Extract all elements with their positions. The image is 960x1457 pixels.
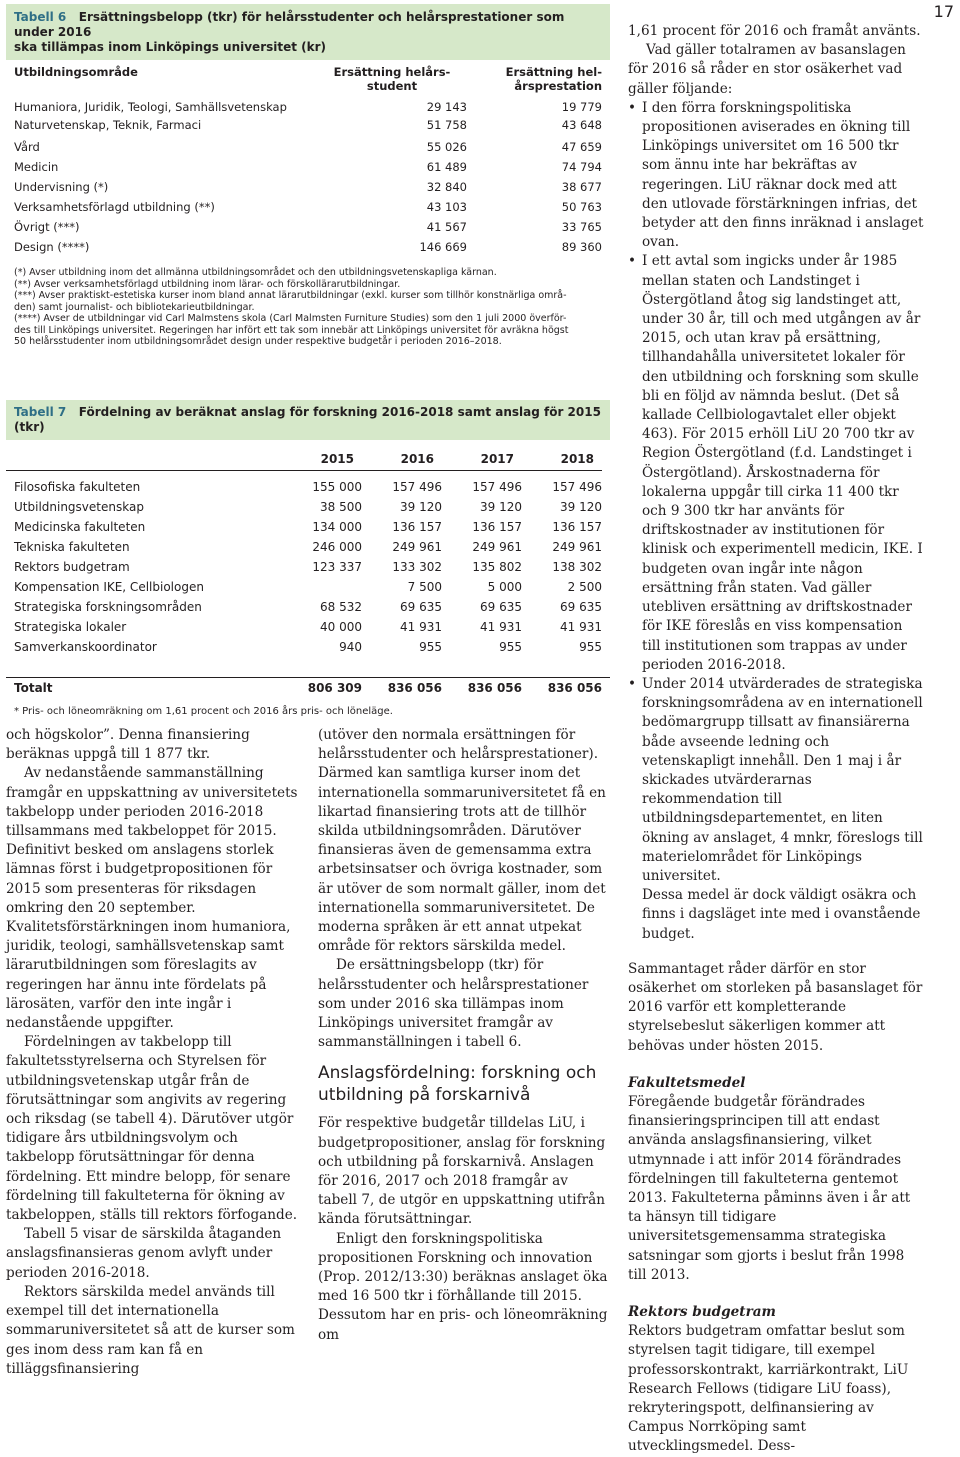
table-6-note: (***) Avser praktiskt-estetiska kurser inom bland annat lärarutbildningar (exkl. kurser som tillhör konstnärliga områ- [14,290,567,301]
body-column-left [6,726,298,1379]
table-row: Vård 55 026 47 659 [14,140,602,154]
year-header: 2015 [320,452,354,466]
subheading: Rektors budgetram [628,1304,776,1320]
table-row: Övrigt (***) 41 567 33 765 [14,220,602,234]
table-7-title: Fördelning av beräknat anslag för forskning 2016-2018 samt anslag för 2015 (tkr) [14,405,601,434]
table-6-note: (**) Avser verksamhetsförlagd utbildning inom lärar- och förskollärarutbildningar. [14,278,401,290]
paragraph: Tabell 5 visar de särskilda åtaganden anslagsfinansieras genom avlyft under perioden 2016-2018. [6,1226,282,1281]
table-row: Filosofiska fakulteten 155 000 157 496 157 496 157 496 [14,480,602,494]
page-number: 17 [933,2,954,21]
body-column-middle [318,726,610,1345]
year-header: 2016 [400,452,434,466]
table-7-header [6,400,610,440]
subheading: Fakultetsmedel [628,1074,746,1091]
table-row: Tekniska fakulteten 246 000 249 961 249 961 249 961 [14,540,602,554]
table-6 [6,4,610,348]
table-row: Undervisning (*) 32 840 38 677 [14,180,602,194]
paragraph: och högskolor”. Denna finansiering beräknas uppgå till 1 877 tkr. [6,727,250,763]
paragraph: Dessa medel är dock väldigt osäkra och finns i dagsläget inte med i ovanstående budget. [642,887,921,942]
list-item: • I ett avtal som ingicks under år 1985 mellan staten och Landstinget i Östergötland åtog sig landstinget att, under 30 år, till och med utgången av år 2015, och utan krav på ersättning, tillhandahålla universitetet lokaler för den utbildning och forskning som skulle bli en följd av nämnda beslut. (Det så kallade Cellbiologavtalet eller objekt 463). För 2015 erhöll LiU 20 700 tkr av Region Östergötland (f.d. Landstinget i Östergötland). Årskostnaderna för lokalerna uppgår till cirka 11 400 tkr och 9 300 tkr har använts för driftskostnader av institutionen för klinisk och experimentell medicin, IKE. I budgeten ovan ingår inte någon ersättning från staten. Vad gäller utebliven ersättning av driftskostnader för IKE föreslås en viss kompensation till institutionen som trappas av under perioden 2016-2018. [642,252,924,674]
table-row: Strategiska forskningsområden 68 532 69 635 69 635 69 635 [14,600,602,614]
table-6-column-headers [6,60,610,93]
table-6-col-hpr: Ersättning hel- årsprestation [505,65,602,93]
table-row: Naturvetenskap, Teknik, Farmaci 51 758 43 648 [14,118,602,132]
section-heading: Anslagsfördelning: forskning och utbildning på forskarnivå [318,1063,597,1106]
paragraph: De ersättningsbelopp (tkr) för helårsstudenter och helårsprestationer som under 2016 ska tillämpas inom Linköpings universitet framgår av sammanställningen i tabell 6. [318,957,589,1051]
list-item: • Under 2014 utvärderades de strategiska forskningsområdena av en internationell bedömargrupp tillsatt av finansiärerna både avseende ledning och vetenskapligt innehåll. Den 1 maj i år skickades utvärderarnas rekommendation till utbildningsdepartementet, en liten ökning av anslaget, 4 mnkr, föreslogs till materielområdet för Linköpings universitet. [642,675,924,886]
table-6-notes [6,257,610,348]
table-row: Samverkanskoordinator 940 955 955 955 [14,640,602,654]
table-row: Medicinska fakulteten 134 000 136 157 136 157 136 157 [14,520,602,534]
table-7-footnote: * Pris- och löneomräkning om 1,61 procent och 2016 års pris- och löneläge. [14,706,393,717]
table-row: Strategiska lokaler 40 000 41 931 41 931 41 931 [14,620,602,634]
table-6-col-area: Utbildningsområde [14,65,138,79]
paragraph: Rektors budgetram omfattar beslut som styrelsen tagit tidigare, till exempel professorskontrakt, karriärkontrakt, LiU Research Fellows (tidigare LiU foass), rekryteringspott, delfinansiering av Campus Norrköping samt utvecklingsmedel. Dess- [628,1323,909,1455]
table-6-note: des till Linköpings universitet. Regeringen har infört ett tak som innebär att Linköpings universitet för avräkna högst [14,324,569,336]
paragraph: Enligt den forskningspolitiska propositionen Forskning och innovation (Prop. 2012/13:30) beräknas anslaget öka med 16 500 tkr i förhållande till 2015. Dessutom har en pris- och löneomräkning om [318,1230,608,1343]
table-total-row: Totalt 806 309 836 056 836 056 836 056 [6,677,610,698]
list-item: • I den förra forskningspolitiska propositionen aviserades en ökning till Linköpings universitet om 16 500 tkr som ännu inte har bekräftas av regeringen. LiU räknar dock med att den utlovade förstärkningen infrias, det betyder att den finns inräknad i anslaget ovan. [642,99,924,253]
table-6-note: den) samt journalist- och bibliotekarieutbildningar. [14,301,255,313]
paragraph: Fördelningen av takbelopp till fakultetsstyrelserna och Styrelsen för utbildningsvetenskap utgår från de förutsättningar som angivits av regering och riksdag (se tabell 4). Därutöver utgör tidigare års utbildningsvolym och takbelopp förutsättningar för denna fördelning. Ett mindre belopp, för senare fördelning till fakulteterna för ökning av takbeloppen, ställs till rektors förfogande. [6,1034,298,1224]
paragraph: 1,61 procent för 2016 och framåt använts. [628,23,921,39]
table-6-note: (*) Avser utbildning inom det allmänna utbildningsområdet och den utbildningsvetenskapliga kärnan. [14,267,497,278]
table-6-label: Tabell 6 [14,10,67,24]
paragraph: Rektors särskilda medel används till exempel till det internationella sommaruniversitetet så att de kurser som ges inom dess ram kan få en tilläggsfinansiering [6,1283,295,1377]
table-row: Rektors budgetram 123 337 133 302 135 802 138 302 [14,560,602,574]
table-6-note: 50 helårsstudenter inom utbildningsområdet design under respektive budgetår i perioden 2016–2018. [14,336,502,347]
paragraph: Vad gäller totalramen av basanslagen för 2016 så råder en stor osäkerhet vad gäller följande: [628,42,906,97]
table-row: Kompensation IKE, Cellbiologen 7 500 5 000 2 500 [14,580,602,594]
table-7-column-headers [6,440,602,471]
table-row: Verksamhetsförlagd utbildning (**) 43 103 50 763 [14,200,602,214]
table-7 [6,400,610,717]
paragraph: Av nedanstående sammanställning framgår en uppskattning av universitetets takbelopp under perioden 2016-2018 tillsammans med takbeloppet för 2015. Definitivt besked om anslagens storlek lämnas först i budgetpropositionen för 2015 som presenteras för riksdagen omkring den 20 september. Kvalitetsförstärkningen inom humaniora, juridik, teologi, samhällsvetenskap samt lärarutbildningen som föreslagits av regeringen har ännu inte fördelats på lärosäten, varför den inte ingår i nedanstående uppgifter. [6,765,298,1032]
paragraph: (utöver den normala ersättningen för helårsstudenter och helårsprestationer). Därmed kan samtliga kurser inom det internationella sommaruniversitetet få en likartad finansiering trots att de tillhör skilda utbildningsområden. Därutöver finansieras även de gemensamma extra arbetsinsatser och övriga kostnader, som är utöver de som normalt gäller, inom det internationella sommaruniversitetet. De moderna språken är ett annat utpekat område för rektors särskilda medel. [318,727,606,955]
table-row: Medicin 61 489 74 794 [14,160,602,174]
table-row: Utbildningsvetenskap 38 500 39 120 39 120 39 120 [14,500,602,514]
year-header: 2018 [560,452,594,466]
paragraph: Sammantaget råder därför en stor osäkerhet om storleken på basanslaget för 2016 varför ett kompletterande styrelsebeslut säkerligen kommer att behövas under hösten 2015. [628,960,923,1054]
table-6-note: (****) Avser de utbildningar vid Carl Malmstens skola (Carl Malmsten Furniture Studies) som den 1 juli 2000 överför- [14,313,567,324]
table-row: Design (****) 146 669 89 360 [14,240,602,254]
table-6-header [6,4,610,60]
table-6-title-line1: Ersättningsbelopp (tkr) för helårsstudenter och helårsprestationer som under 2016 [14,10,565,39]
table-7-label: Tabell 7 [14,405,67,419]
year-header: 2017 [480,452,514,466]
table-6-title-line2: ska tillämpas inom Linköpings universitet (kr) [14,40,327,54]
bullet-list [628,99,924,886]
paragraph: För respektive budgetår tilldelas LiU, i budgetpropositioner, anslag för forskning och utbildning på forskarnivå. Anslagen för 2016, 2017 och 2018 framgår av tabell 7, de utgör en uppskattning utifrån kända förutsättningar. [318,1115,606,1228]
paragraph: Föregående budgetår förändrades finansieringsprincipen till att endast använda anslagsfinansiering, vilket utmynnade i att inför 2014 förändrades fördelningen till fakulteterna gentemot 2013. Fakulteterna påminns även i år att ta hänsyn till tidigare universitetsgemensamma strategiska satsningar som gjorts i beslut från 1998 till 2013. [628,1093,911,1283]
table-row: Humaniora, Juridik, Teologi, Samhällsvetenskap 29 143 19 779 [14,100,602,114]
body-column-right [628,22,924,1457]
table-6-col-hst: Ersättning helårs- student [333,65,451,93]
